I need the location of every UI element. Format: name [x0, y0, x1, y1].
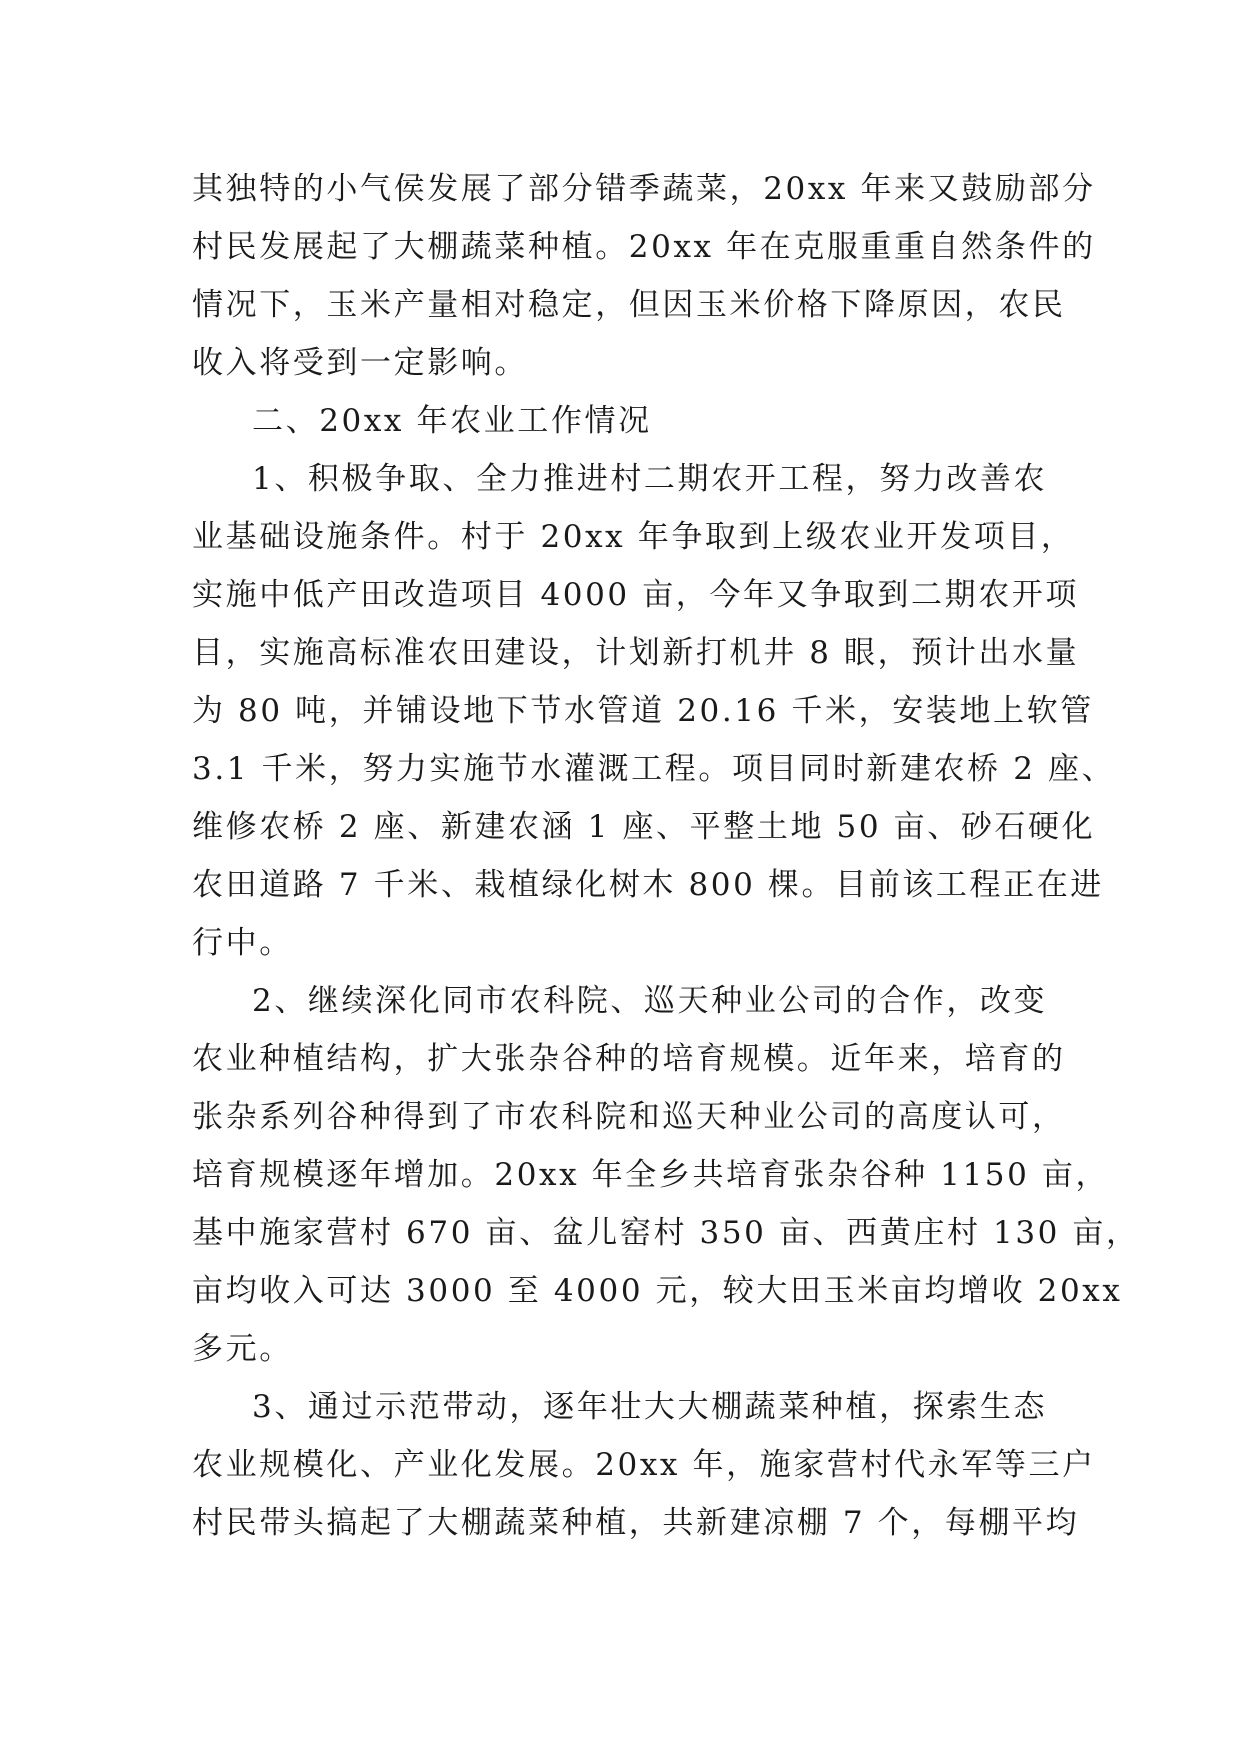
text-line: 村民发展起了大棚蔬菜种植。20xx 年在克服重重自然条件的 [192, 229, 1096, 265]
text-line: 为 80 吨，并铺设地下节水管道 20.16 千米，安装地上软管 [192, 693, 1094, 729]
text-line: 多元。 [192, 1331, 293, 1367]
text-line: 农业种植结构，扩大张杂谷种的培育规模。近年来，培育的 [192, 1041, 1066, 1077]
text-line: 2、继续深化同市农科院、巡天种业公司的合作，改变 [252, 983, 1048, 1019]
section-heading [192, 392, 1072, 450]
text-line: 3.1 千米，努力实施节水灌溉工程。项目同时新建农桥 2 座、 [192, 751, 1116, 787]
text-line: 农业规模化、产业化发展。20xx 年，施家营村代永军等三户 [192, 1447, 1096, 1483]
paragraph [192, 1378, 1096, 1552]
text-line: 基中施家营村 670 亩、盆儿窑村 350 亩、西黄庄村 130 亩， [192, 1215, 1140, 1251]
text-line: 行中。 [192, 925, 293, 961]
text-line: 3、通过示范带动，逐年壮大大棚蔬菜种植，探索生态 [252, 1389, 1048, 1425]
text-line: 培育规模逐年增加。20xx 年全乡共培育张杂谷种 1150 亩， [192, 1157, 1110, 1193]
text-line: 其独特的小气侯发展了部分错季蔬菜，20xx 年来又鼓励部分 [192, 171, 1096, 207]
text-line: 农田道路 7 千米、栽植绿化树木 800 棵。目前该工程正在进 [192, 867, 1104, 903]
text-line: 张杂系列谷种得到了市农科院和巡天种业公司的高度认可， [192, 1099, 1066, 1135]
paragraph [192, 160, 1096, 392]
text-line: 情况下，玉米产量相对稳定，但因玉米价格下降原因，农民 [192, 287, 1066, 323]
text-line: 二、20xx 年农业工作情况 [252, 403, 652, 439]
text-line: 村民带头搞起了大棚蔬菜种植，共新建凉棚 7 个，每棚平均 [192, 1505, 1080, 1541]
text-line: 维修农桥 2 座、新建农涵 1 座、平整土地 50 亩、砂石硬化 [192, 809, 1096, 845]
text-line: 目，实施高标准农田建设，计划新打机井 8 眼，预计出水量 [192, 635, 1080, 671]
text-line: 业基础设施条件。村于 20xx 年争取到上级农业开发项目， [192, 519, 1075, 555]
text-line: 亩均收入可达 3000 至 4000 元，较大田玉米亩均增收 20xx [192, 1273, 1123, 1309]
document-body [192, 160, 1140, 1552]
text-line: 实施中低产田改造项目 4000 亩，今年又争取到二期农开项 [192, 577, 1079, 613]
paragraph [192, 450, 1116, 972]
text-line: 收入将受到一定影响。 [192, 345, 528, 381]
paragraph [192, 972, 1140, 1378]
text-line: 1、积极争取、全力推进村二期农开工程，努力改善农 [252, 461, 1048, 497]
